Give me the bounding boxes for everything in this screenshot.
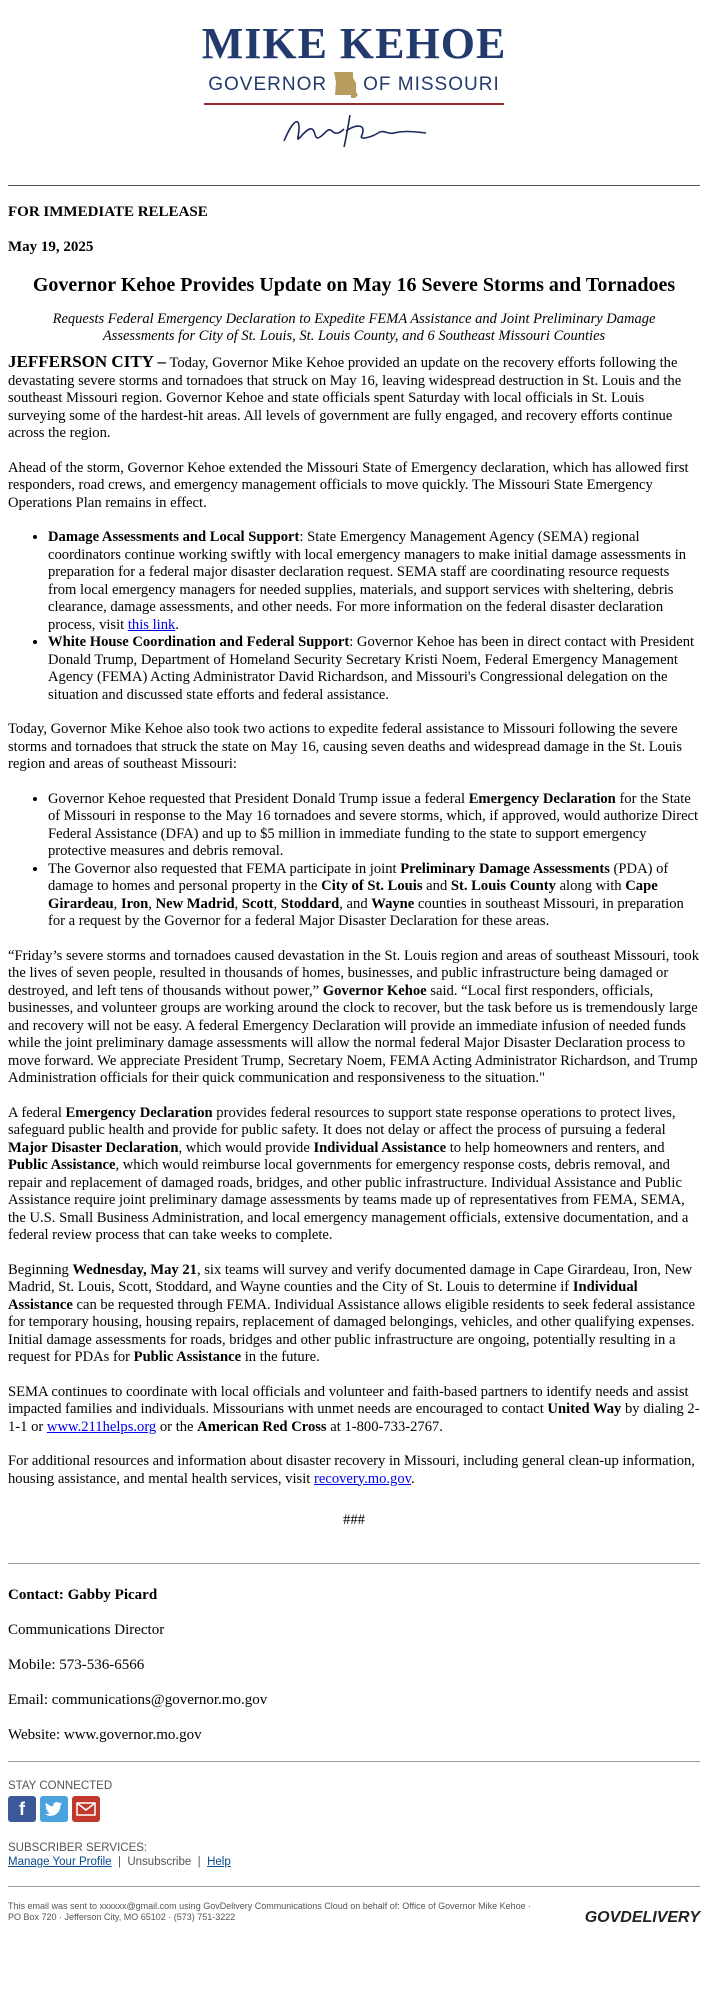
bullet-text: (PDA) of damage to homes and personal property in the [48,860,669,894]
separator: | [197,1856,201,1868]
paragraph-actions: Today, Governor Mike Kehoe also took two actions to expedite federal assistance to Missouri following the severe storms and tornadoes that struck the state on May 16, causing seven deaths and widespread damage in the St. Louis region and areas of southeast Missouri: [8,721,682,772]
social-icons [8,1796,700,1822]
manage-profile-link[interactable]: Manage Your Profile [8,1856,112,1868]
intro-text: Today, Governor Mike Kehoe provided an update on the recovery efforts following the devastating severe storms and tornadoes that struck on May 16, leaving widespread destruction in St. Louis and the southeast Missouri region. Governor Kehoe and state officials spent Saturday with local officials in St. Louis surveying some of the hardest-hit areas. All levels of government are fully engaged, and recovery efforts continue across the region. [8,355,682,441]
bullet-text: : State Emergency Management Agency (SEMA) regional coordinators continue working swiftly with local emergency managers to make initial damage assessments in preparation for a federal major disaster declaration request. SEMA staff are coordinating resource requests from local emergency managers for needed supplies, materials, and support services with sheltering, debris clearance, damage assessments, and other needs. For more information on the federal disaster declaration process, visit [48,529,687,633]
bold-text: Individual Assistance [8,1279,638,1313]
logo-rule [204,103,504,105]
bullet-text: , [113,895,121,912]
recovery-link[interactable]: recovery.mo.gov [314,1470,411,1487]
subscriber-links [8,1856,700,1868]
paragraph-quote [8,948,700,1088]
notice-text [8,1901,531,1923]
text: provides federal resources to support state response operations to protect lives, safeguard public health and provide for public safety. It does not delay or affect the process of pursuing a federal [8,1104,676,1138]
bullet-text: . [175,616,179,633]
bullet-bold: Cape Girardeau [48,878,658,912]
notice-line: This email was sent to xxxxxx@gmail.com using GovDelivery Communications Cloud on behalf of: Office of Governor Mike Kehoe · [8,1901,532,1911]
bullet-bold: New Madrid [155,895,235,912]
bullet-text: , [148,895,156,912]
bold-text: Emergency Declaration [65,1104,213,1121]
list-item [48,861,700,931]
text: . [410,1470,415,1487]
list-item [48,634,700,704]
bullet-bold: Scott [241,895,274,912]
separator: | [117,1856,121,1868]
text: For additional resources and information about disaster recovery in Missouri, including general clean-up information, housing assistance, and mental health services, visit [8,1453,695,1487]
text: to help homeowners and renters, and [446,1139,665,1156]
bold-text: American Red Cross [197,1418,327,1435]
bold-text: Public Assistance [133,1349,242,1365]
bold-text: Individual Assistance [313,1139,447,1156]
bold-text: Public Assistance [8,1157,116,1173]
text: at 1-800-733-2767. [326,1418,443,1435]
missouri-state-icon [331,70,359,100]
bullet-text: along with [555,878,626,894]
bullet-text: , and [339,895,372,912]
list-item [48,529,700,634]
twitter-icon[interactable] [40,1796,68,1822]
contact-email: Email: communications@governor.mo.gov [8,1692,268,1708]
contact-mobile: Mobile: 573-536-6566 [8,1657,145,1673]
notice-divider [8,1886,700,1887]
text: or the [156,1418,198,1435]
quote-text: said. “Local first responders, officials, businesses, and volunteer groups are working around the clock to recover, but the task before us is tremendously large and recovery will not be easy. A federal Emergency Declaration will provide an immediate infusion of needed funds while the joint preliminary damage assessments will allow the normal federal Major Disaster Declaration process to move forward. We appreciate President Trump, Secretary Noem, FEMA Acting Administrator Richardson, and Trump Administration officials for their quick communication and responsiveness to the situation." [8,982,698,1086]
bullet-bold: City of St. Louis [321,878,423,894]
paragraph-emergency-declaration [8,1105,700,1245]
unsubscribe-link[interactable]: Unsubscribe [127,1856,192,1868]
paragraph-state-emergency: Ahead of the storm, Governor Kehoe extended the Missouri State of Emergency declaration, which has allowed first responders, road crews, and emergency management officials to move quickly. The Missouri State Emergency Operations Plan remains in effect. [8,459,689,511]
signature-icon [254,107,454,151]
help-link[interactable]: Help [207,1856,231,1868]
governor-logo [8,0,700,155]
header-divider [8,185,700,186]
bold-text: United Way [547,1401,622,1417]
quote-speaker: Governor Kehoe [322,982,427,999]
end-mark: ### [343,1512,365,1528]
contact-role: Communications Director [8,1622,165,1638]
text: in the future. [241,1349,320,1365]
quote-text: “Friday’s severe storms and tornadoes caused devastation in the St. Louis region and areas of southeast Missouri, took the lives of seven people, resulted in thousands of homes, businesses, and public infrastructure being damaged or destroyed, and left tens of thousands without power,” [8,947,700,999]
contact-website: Website: www.governor.mo.gov [8,1727,202,1743]
email-icon[interactable] [72,1796,100,1822]
paragraph-assessment-teams [8,1262,700,1367]
paragraph-sema [8,1384,700,1437]
dateline: JEFFERSON CITY – [8,352,167,371]
text: , which would provide [178,1139,314,1156]
page-title: Governor Kehoe Provides Update on May 16 Severe Storms and Tornadoes [32,274,676,296]
contact-block [8,1586,700,1744]
text: Beginning [8,1261,73,1278]
logo-governor: GOVERNOR [208,74,328,95]
page-subtitle: Requests Federal Emergency Declaration to Expedite FEMA Assistance and Joint Preliminary Damage Assessments for City of St. Louis, St. Louis County, and 6 Southeast Missouri Counties [52,311,656,344]
text: can be requested through FEMA. Individual Assistance allows eligible residents to seek federal assistance for temporary housing, housing repairs, replacement of damaged belongings, vehicles, and other qualifying expenses. Initial damage assessments for roads, bridges and other public infrastructure are ongoing, potentially resulting in a request for PDAs for [8,1296,695,1365]
bullet-label: White House Coordination and Federal Support [48,634,350,650]
bullet-bold: St. Louis County [450,878,556,894]
bullet-bold: Emergency Declaration [468,790,616,807]
bullet-text: Governor Kehoe requested that President Donald Trump issue a federal [48,790,469,807]
facebook-icon[interactable]: f [8,1796,36,1822]
text: , six teams will survey and verify documented damage in Cape Girardeau, Iron, New Madrid, St. Louis, Scott, Stoddard, and Wayne counties and the City of St. Louis to determine if [8,1261,693,1295]
notice-line: PO Box 720 · Jefferson City, MO 65102 · (573) 751-3222 [8,1912,236,1922]
bold-text: Major Disaster Declaration [8,1139,179,1156]
bullet-label: Damage Assessments and Local Support [48,529,300,545]
text: by dialing 2-1-1 or [8,1401,700,1435]
bullet-text: for the State of Missouri in response to the May 16 tornadoes and severe storms, which, if approved, would authorize Direct Federal Assistance (DFA) and up to $5 million in immediate funding to the state to support emergency protective measures and debris removal. [48,790,699,859]
govdelivery-logo: GOVDELIVERY [584,1909,700,1926]
text: , which would reimburse local governments for emergency response costs, debris removal, and repair and replacement of damaged roads, bridges, and other public infrastructure. Individual Assistance and Public Assistance require joint preliminary damage assessments by teams made up of representatives from FEMA, SEMA, the U.S. Small Business Administration, and local emergency management officials, extensive documentation, and a federal review process that can take weeks to complete. [8,1157,689,1243]
text: SEMA continues to coordinate with local officials and volunteer and faith-based partners to identify needs and assist impacted families and individuals. Missourians with unmet needs are encouraged to contact [8,1383,689,1417]
release-label: FOR IMMEDIATE RELEASE [8,204,208,220]
release-date: May 19, 2025 [8,239,94,255]
footer-notice [8,1901,700,1926]
footer-divider [8,1761,700,1762]
paragraph-resources [8,1453,700,1488]
bullet-bold: Preliminary Damage Assessments [400,860,610,877]
text: A federal [8,1104,66,1121]
subscriber-services-label: SUBSCRIBER SERVICES: [8,1842,148,1854]
contact-name: Contact: Gabby Picard [8,1587,158,1603]
bold-text: Wednesday, May 21 [72,1261,197,1278]
logo-of-missouri: OF MISSOURI [363,74,500,95]
stay-connected-label: STAY CONNECTED [8,1780,113,1792]
logo-name: MIKE KEHOE [201,19,507,68]
support-list [8,529,700,704]
bullet-text: , [234,895,242,912]
bullet-bold: Stoddard [280,895,340,912]
footer [8,1780,700,1926]
bullet-bold: Iron [120,895,149,912]
bullet-text: : Governor Kehoe has been in direct contact with President Donald Trump, Department of Homeland Security Secretary Kristi Noem, Federal Emergency Management Agency (FEMA) Acting Administrator David Richardson, and Missouri's Congressional delegation on the situation and discussed state efforts and federal assistance. [48,634,695,703]
logo-subtitle [8,70,700,100]
bullet-bold: Wayne [371,895,415,912]
contact-divider [8,1563,700,1564]
this-link[interactable]: this link [127,616,176,633]
211helps-link[interactable]: www.211helps.org [46,1418,157,1435]
actions-list [8,791,700,931]
paragraph-intro [8,353,700,443]
list-item [48,791,700,861]
bullet-text: and [422,878,451,894]
bullet-text: counties in southeast Missouri, in preparation for a request by the Governor for a federal Major Disaster Declaration for these areas. [48,895,684,929]
bullet-text: The Governor also requested that FEMA participate in joint [48,860,401,877]
bullet-text: , [273,895,281,912]
